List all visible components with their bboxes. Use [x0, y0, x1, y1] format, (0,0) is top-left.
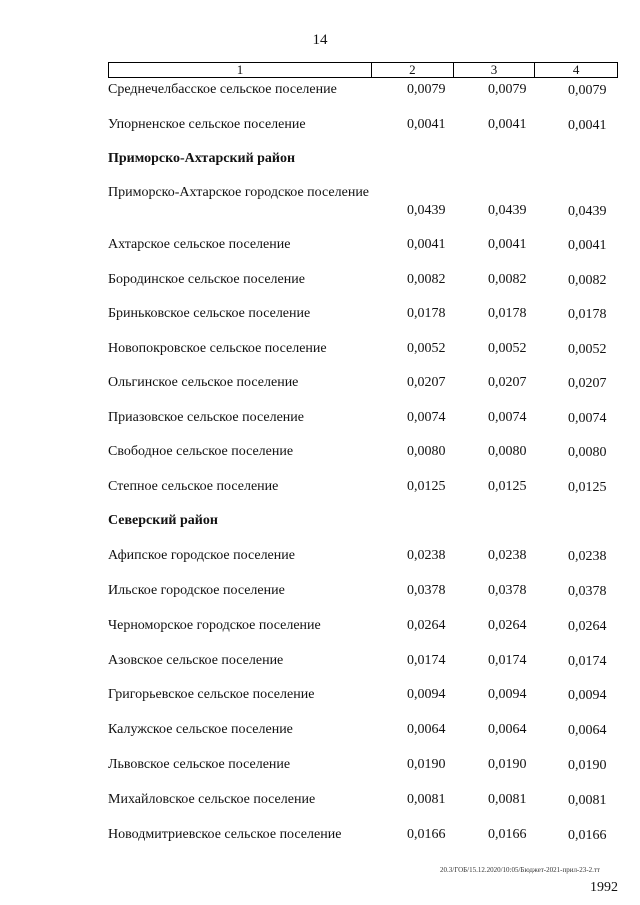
district-name: Северский район: [108, 513, 218, 528]
value-col-3: 0,0052: [488, 341, 527, 356]
value-col-2: 0,0174: [407, 653, 446, 668]
settlement-name: Азовское сельское поселение: [108, 653, 284, 668]
value-col-2: 0,0094: [407, 687, 446, 702]
value-col-3: 0,0166: [488, 827, 527, 842]
value-col-4: 0,0041: [568, 238, 607, 253]
header-col-4: 4: [572, 62, 580, 77]
value-col-2: 0,0079: [407, 82, 446, 97]
value-col-3: 0,0041: [488, 117, 527, 132]
settlement-name: Бородинское сельское поселение: [108, 272, 305, 287]
value-col-3: 0,0178: [488, 306, 527, 321]
value-col-2: 0,0264: [407, 618, 446, 633]
value-col-2: 0,0439: [407, 203, 446, 218]
settlement-name: Степное сельское поселение: [108, 479, 279, 494]
settlement-name: Новопокровское сельское поселение: [108, 341, 327, 356]
settlement-name: Калужское сельское поселение: [108, 722, 293, 737]
page-number: 14: [312, 32, 328, 48]
value-col-2: 0,0064: [407, 722, 446, 737]
value-col-2: 0,0052: [407, 341, 446, 356]
value-col-4: 0,0052: [568, 342, 607, 357]
value-col-4: 0,0125: [568, 480, 607, 495]
value-col-4: 0,0080: [568, 445, 607, 460]
value-col-3: 0,0041: [488, 237, 527, 252]
value-col-2: 0,0080: [407, 444, 446, 459]
value-col-2: 0,0041: [407, 237, 446, 252]
document-number: 1992: [590, 880, 618, 895]
value-col-4: 0,0378: [568, 584, 607, 599]
value-col-4: 0,0074: [568, 411, 607, 426]
value-col-2: 0,0125: [407, 479, 446, 494]
value-col-2: 0,0041: [407, 117, 446, 132]
value-col-2: 0,0074: [407, 410, 446, 425]
settlement-name: Григорьевское сельское поселение: [108, 687, 315, 702]
value-col-3: 0,0207: [488, 375, 527, 390]
district-name: Приморско-Ахтарский район: [108, 151, 296, 166]
value-col-2: 0,0081: [407, 792, 446, 807]
value-col-2: 0,0190: [407, 757, 446, 772]
settlement-name: Афипское городское поселение: [108, 548, 295, 563]
value-col-4: 0,0064: [568, 723, 607, 738]
value-col-3: 0,0074: [488, 410, 527, 425]
settlement-name: Свободное сельское поселение: [108, 444, 294, 459]
value-col-3: 0,0439: [488, 203, 527, 218]
value-col-3: 0,0080: [488, 444, 527, 459]
value-col-4: 0,0439: [568, 204, 607, 219]
value-col-2: 0,0238: [407, 548, 446, 563]
value-col-4: 0,0082: [568, 273, 607, 288]
settlement-name: Упорненское сельское поселение: [108, 117, 306, 132]
value-col-4: 0,0166: [568, 828, 607, 843]
settlement-name: Среднечелбасское сельское поселение: [108, 82, 337, 97]
value-col-3: 0,0174: [488, 653, 527, 668]
settlement-name: Приазовское сельское поселение: [108, 410, 304, 425]
value-col-3: 0,0190: [488, 757, 527, 772]
settlement-name: Львовское сельское поселение: [108, 757, 291, 772]
value-col-3: 0,0082: [488, 272, 527, 287]
settlement-name: Черноморское городское поселение: [108, 618, 321, 633]
settlement-name: Приморско-Ахтарское городское поселение: [108, 185, 370, 200]
header-col-3: 3: [454, 63, 536, 77]
settlement-name: Михайловское сельское поселение: [108, 792, 316, 807]
value-col-3: 0,0378: [488, 583, 527, 598]
settlement-name: Ольгинское сельское поселение: [108, 375, 299, 390]
value-col-4: 0,0174: [568, 654, 607, 669]
document-code: 20.3/ГОБ/15.12.2020/10:05/Бюджет-2021-прил-23-2.тт: [440, 866, 600, 874]
settlement-name: Ахтарское сельское поселение: [108, 237, 291, 252]
value-col-2: 0,0166: [407, 827, 446, 842]
value-col-2: 0,0082: [407, 272, 446, 287]
value-col-3: 0,0064: [488, 722, 527, 737]
value-col-4: 0,0081: [568, 793, 607, 808]
value-col-4: 0,0238: [568, 549, 607, 564]
value-col-4: 0,0207: [568, 376, 607, 391]
settlement-name: Ильское городское поселение: [108, 583, 285, 598]
value-col-3: 0,0238: [488, 548, 527, 563]
settlement-name: Бриньковское сельское поселение: [108, 306, 311, 321]
value-col-2: 0,0178: [407, 306, 446, 321]
header-col-2: 2: [372, 63, 454, 77]
value-col-3: 0,0264: [488, 618, 527, 633]
value-col-4: 0,0079: [568, 83, 607, 98]
table-header: [108, 62, 618, 78]
value-col-2: 0,0207: [407, 375, 446, 390]
value-col-3: 0,0079: [488, 82, 527, 97]
value-col-3: 0,0094: [488, 687, 527, 702]
value-col-3: 0,0081: [488, 792, 527, 807]
value-col-4: 0,0264: [568, 619, 607, 634]
value-col-3: 0,0125: [488, 479, 527, 494]
value-col-2: 0,0378: [407, 583, 446, 598]
header-col-1: 1: [109, 63, 372, 77]
value-col-4: 0,0178: [568, 307, 607, 322]
value-col-4: 0,0094: [568, 688, 607, 703]
settlement-name: Новодмитриевское сельское поселение: [108, 827, 342, 842]
value-col-4: 0,0041: [568, 118, 607, 133]
value-col-4: 0,0190: [568, 758, 607, 773]
